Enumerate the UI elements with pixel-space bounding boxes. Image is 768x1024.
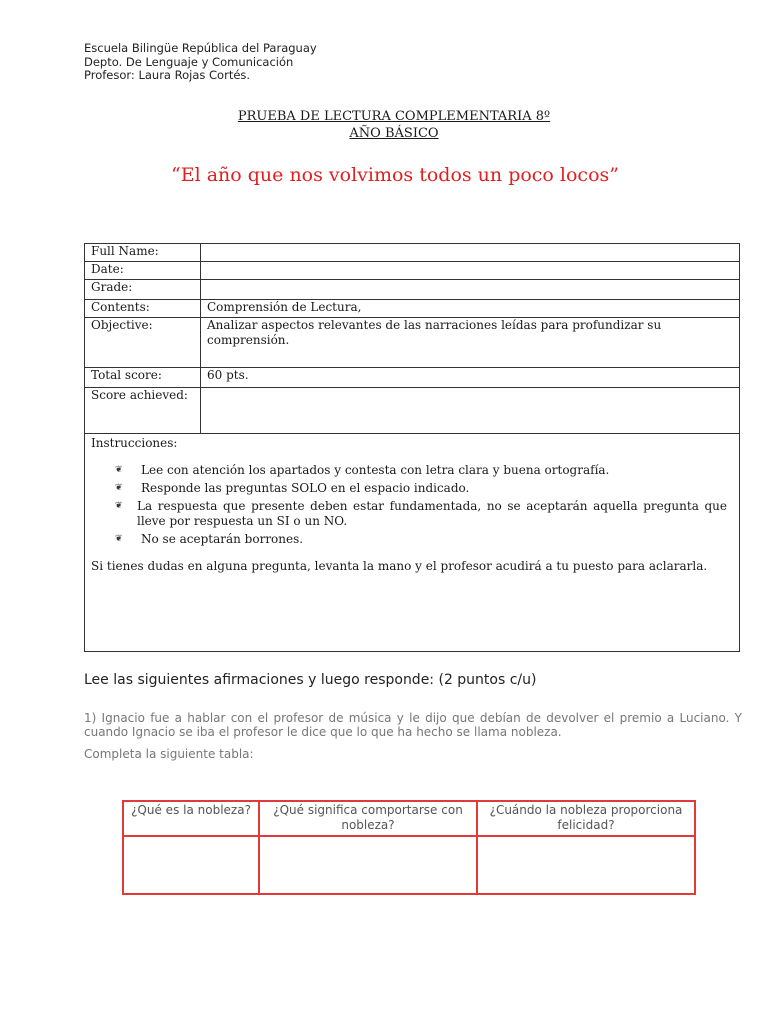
question-1: 1) Ignacio fue a hablar con el profesor de música y le dijo que debían de devolver el premio a Luciano. Y cuando Ignacio se iba el profesor le dice que lo que ha hecho se llama nobleza. <box>84 711 742 739</box>
grade-label: Grade: <box>85 280 201 300</box>
bullet-icon: ❦ <box>115 534 123 544</box>
grade-field[interactable] <box>201 280 740 300</box>
instructions-heading: Instrucciones: <box>91 436 178 450</box>
full-name-label: Full Name: <box>85 244 201 262</box>
school-name: Escuela Bilingüe República del Paraguay <box>84 41 317 55</box>
date-field[interactable] <box>201 262 740 280</box>
list-item: ❦ La respuesta que presente deben estar fundamentada, no se aceptarán aquella pregunta que lleve por respuesta un SI o un NO. <box>115 499 727 528</box>
list-item: ❦ No se aceptarán borrones. <box>115 532 304 546</box>
complete-prompt: Completa la siguiente tabla: <box>84 747 254 761</box>
answer-col-2-header: ¿Qué significa comportarse con nobleza? <box>259 801 477 836</box>
test-title-line2: AÑO BÁSICO <box>349 126 439 141</box>
answer-col-3-header: ¿Cuándo la nobleza proporciona felicidad? <box>477 801 695 836</box>
instructions-note: Si tienes dudas en alguna pregunta, levanta la mano y el profesor acudirá a tu puesto para aclararla. <box>91 559 708 573</box>
score-achieved-label: Score achieved: <box>85 388 201 434</box>
instructions-list <box>115 463 727 550</box>
answer-col-1-header: ¿Qué es la nobleza? <box>123 801 259 836</box>
bullet-icon: ❦ <box>115 483 123 493</box>
list-item: ❦ Responde las preguntas SOLO en el espacio indicado. <box>115 481 470 495</box>
answer-table <box>122 800 696 895</box>
instructions-box <box>84 434 740 652</box>
department-name: Depto. De Lenguaje y Comunicación <box>84 54 294 69</box>
bullet-icon: ❦ <box>115 501 123 511</box>
contents-label: Contents: <box>85 300 201 318</box>
total-score-label: Total score: <box>85 368 201 388</box>
list-item: ❦ Lee con atención los apartados y contesta con letra clara y buena ortografía. <box>115 463 610 477</box>
objective-value: Analizar aspectos relevantes de las narraciones leídas para profundizar su comprensión. <box>201 318 740 368</box>
date-label: Date: <box>85 262 201 280</box>
answer-cell-2[interactable] <box>259 836 477 894</box>
full-name-field[interactable] <box>201 244 740 262</box>
section-intro: Lee las siguientes afirmaciones y luego responde: (2 puntos c/u) <box>84 672 537 688</box>
answer-cell-3[interactable] <box>477 836 695 894</box>
test-title-line1: PRUEBA DE LECTURA COMPLEMENTARIA 8º <box>237 109 551 124</box>
student-info-table <box>84 243 740 434</box>
objective-label: Objective: <box>85 318 201 368</box>
bullet-icon: ❦ <box>115 465 123 475</box>
answer-cell-1[interactable] <box>123 836 259 894</box>
score-achieved-field[interactable] <box>201 388 740 434</box>
school-header <box>84 42 317 83</box>
book-title: “El año que nos volvimos todos un poco locos” <box>171 164 619 186</box>
contents-value: Comprensión de Lectura, <box>201 300 740 318</box>
teacher-name: Profesor: Laura Rojas Cortés. <box>84 68 251 82</box>
total-score-value: 60 pts. <box>201 368 740 388</box>
